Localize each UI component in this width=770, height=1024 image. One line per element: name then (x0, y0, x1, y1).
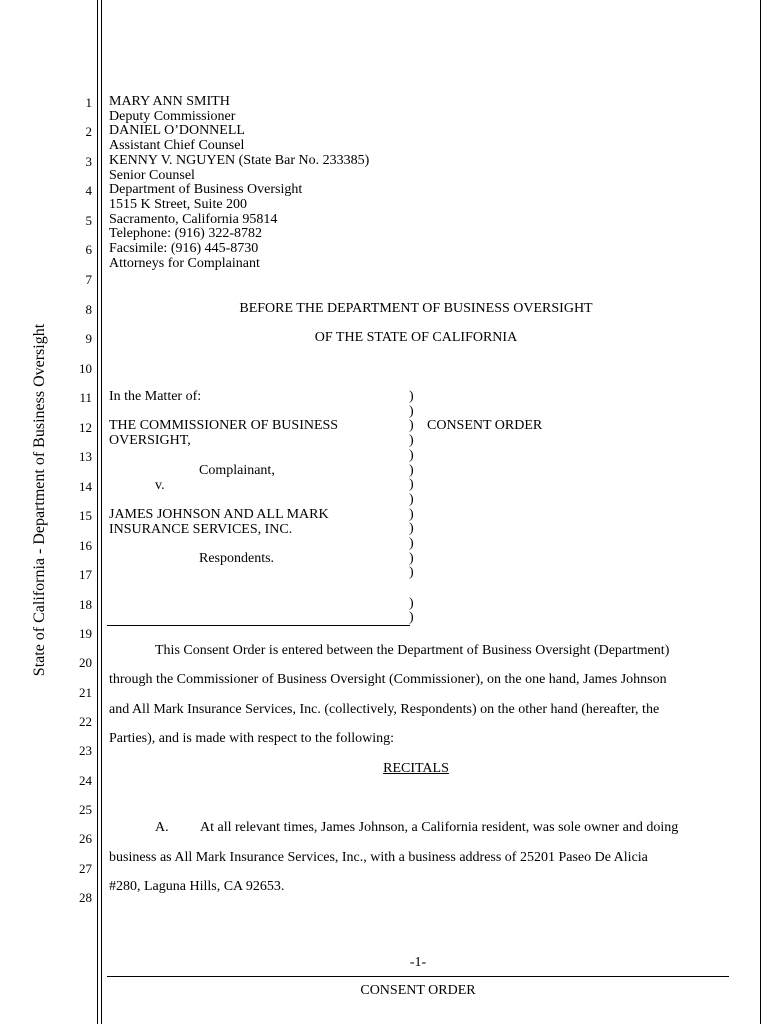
line-number: 24 (79, 773, 92, 788)
line-number: 27 (79, 861, 92, 876)
intro-line-3: and All Mark Insurance Services, Inc. (collectively, Respondents) on the other hand (hereafter, the (109, 702, 660, 717)
respondent-name-line-1: JAMES JOHNSON AND ALL MARK (109, 507, 329, 522)
line-number: 28 (79, 890, 92, 905)
line-number: 3 (85, 154, 92, 169)
respondent-role: Respondents. (199, 551, 275, 566)
line-number: 21 (79, 685, 92, 700)
counsel-line: MARY ANN SMITH (109, 94, 230, 109)
counsel-line: KENNY V. NGUYEN (State Bar No. 233385) (109, 152, 370, 168)
page-number: -1- (409, 955, 427, 970)
caption-paren: ) (409, 536, 414, 552)
caption-matter: In the Matter of: (109, 389, 202, 404)
counsel-line: Telephone: (916) 322-8782 (109, 226, 262, 242)
recital-a-line-2: business as All Mark Insurance Services, Inc., with a business address of 25201 Paseo De Alicia (109, 850, 648, 865)
caption-paren: ) (409, 477, 414, 493)
intro-line-2: through the Commissioner of Business Oversight (Commissioner), on the one hand, James Johnson (109, 672, 667, 687)
counsel-line: Sacramento, California 95814 (109, 211, 278, 227)
line-number: 26 (79, 831, 92, 846)
line-number: 7 (85, 272, 92, 287)
line-number: 2 (85, 124, 92, 139)
recitals-heading: RECITALS (383, 761, 449, 776)
versus-label: v. (155, 478, 165, 493)
caption-paren: ) (409, 418, 414, 434)
complainant-role: Complainant, (199, 463, 275, 478)
line-number: 9 (85, 331, 92, 346)
left-margin-rule-inner (101, 0, 102, 1024)
counsel-block (109, 95, 369, 271)
counsel-line: Senior Counsel (109, 167, 195, 183)
left-margin-rule-outer (97, 0, 98, 1024)
caption-paren: ) (409, 610, 414, 625)
line-number: 11 (79, 390, 92, 405)
line-number: 18 (79, 597, 92, 612)
counsel-line: 1515 K Street, Suite 200 (109, 196, 248, 212)
heading-line-2: OF THE STATE OF CALIFORNIA (314, 330, 518, 345)
caption-paren: ) (409, 550, 414, 566)
line-number: 17 (79, 567, 92, 582)
caption-title: CONSENT ORDER (427, 418, 543, 433)
intro-line-1: This Consent Order is entered between the Department of Business Oversight (Department) (155, 643, 670, 658)
caption-rule (107, 625, 410, 626)
recital-a-line-3: #280, Laguna Hills, CA 92653. (109, 879, 285, 894)
caption-paren: ) (409, 491, 414, 507)
line-number: 25 (79, 802, 92, 817)
caption-paren-column (409, 390, 419, 581)
counsel-line: DANIEL O’DONNELL (109, 123, 245, 139)
caption-paren: ) (409, 403, 414, 419)
heading-line-1: BEFORE THE DEPARTMENT OF BUSINESS OVERSIGHT (239, 301, 593, 316)
line-number: 1 (85, 95, 92, 110)
side-banner: State of California - Department of Business Oversight (31, 323, 48, 677)
caption-paren: ) (409, 462, 414, 478)
counsel-line: Department of Business Oversight (109, 182, 303, 198)
line-number: 16 (79, 538, 92, 553)
line-number: 8 (85, 302, 92, 317)
respondent-name-line-2: INSURANCE SERVICES, INC. (109, 522, 293, 537)
line-number: 13 (79, 449, 92, 464)
footer-rule (107, 976, 729, 977)
counsel-line: Assistant Chief Counsel (109, 138, 245, 154)
line-number: 12 (79, 420, 92, 435)
recital-a-label: A. (155, 820, 169, 835)
line-number: 5 (85, 213, 92, 228)
counsel-line: Deputy Commissioner (109, 108, 236, 124)
complainant-name-line-2: OVERSIGHT, (109, 433, 191, 448)
caption-paren: ) (409, 506, 414, 522)
caption-paren: ) (409, 447, 414, 463)
line-number: 10 (79, 361, 92, 376)
intro-line-4: Parties), and is made with respect to the following: (109, 731, 394, 746)
line-number: 4 (85, 183, 92, 198)
footer-title: CONSENT ORDER (360, 983, 476, 998)
line-number: 19 (79, 626, 92, 641)
right-margin-rule (760, 0, 761, 1024)
complainant-name-line-1: THE COMMISSIONER OF BUSINESS (109, 418, 339, 433)
line-number: 15 (79, 508, 92, 523)
caption-paren: ) (409, 596, 414, 611)
line-number: 6 (85, 242, 92, 257)
line-number: 23 (79, 743, 92, 758)
caption-paren: ) (409, 521, 414, 537)
caption-paren: ) (409, 565, 414, 581)
counsel-line: Attorneys for Complainant (109, 255, 260, 271)
caption-paren: ) (409, 433, 414, 449)
line-number: 14 (79, 479, 92, 494)
caption-paren: ) (409, 389, 414, 404)
line-number: 20 (79, 655, 92, 670)
recital-a-line-1: At all relevant times, James Johnson, a California resident, was sole owner and doing (200, 820, 679, 835)
line-number: 22 (79, 714, 92, 729)
counsel-line: Facsimile: (916) 445-8730 (109, 241, 259, 257)
